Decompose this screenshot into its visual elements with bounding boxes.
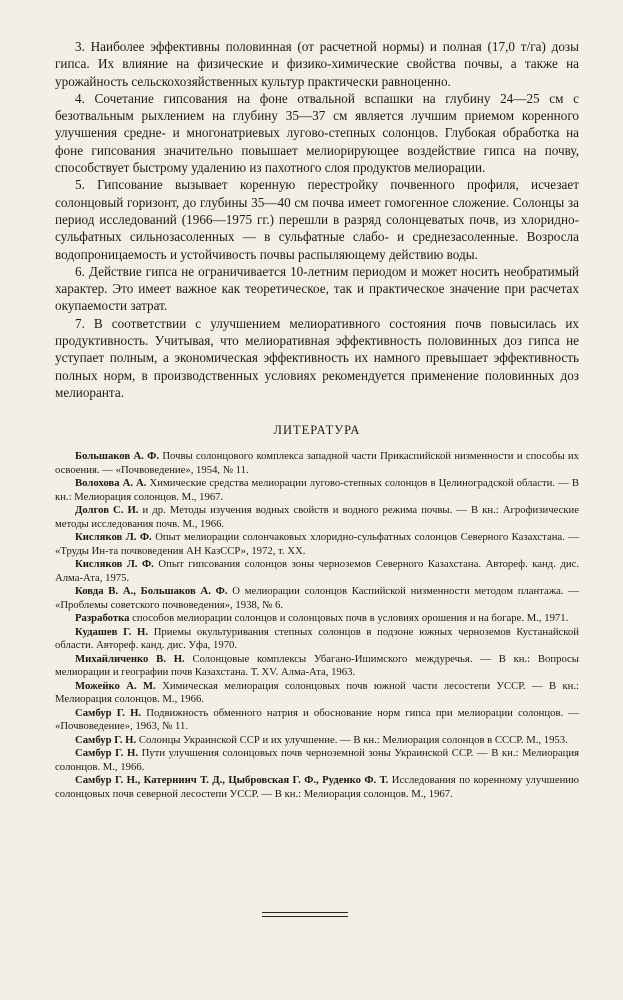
conclusion-paragraph-7: 7. В соответствии с улучшением мелиоративного состояния почв повысилась их продуктивность. Учитывая, что мелиоративная эффективность половинных доз гипса не уступает полным, а экономическая эффективность их намного превышает эффективность полных норм, в производственных условиях рекомендуется применение половинных доз мелиоранта. bbox=[55, 315, 579, 400]
reference-authors: Большаков А. Ф. bbox=[75, 450, 160, 463]
reference-authors: Кисляков Л. Ф. bbox=[75, 531, 152, 544]
reference-item bbox=[55, 747, 579, 774]
reference-item bbox=[55, 450, 579, 477]
reference-text: Химическая мелиорация солонцовых почв южной части лесостепи УССР. — В кн.: Мелиорация солонцов. М., 1966. bbox=[55, 679, 579, 706]
reference-item bbox=[55, 774, 579, 801]
conclusion-paragraph-5: 5. Гипсование вызывает коренную перестройку почвенного профиля, исчезает солонцовый горизонт, до глубины 35—40 см почва имеет гомогенное сложение. Солонцы за период исследований (1966—1975 гг.) перешли в разряд солонцеватых почв, из хлоридно-сульфатных сильнозасоленных — в сульфатные слабо- и среднезасоленные. Возросла водопроницаемость и устойчивость почвы распыляющему действию воды. bbox=[55, 177, 579, 262]
reference-item bbox=[55, 531, 579, 558]
reference-item bbox=[55, 653, 579, 680]
reference-item bbox=[55, 707, 579, 734]
references-list bbox=[55, 450, 579, 801]
reference-authors: Михайличенко В. Н. bbox=[75, 652, 185, 665]
reference-text: Опыт гипсования солонцов зоны черноземов Северного Казахстана. Автореф. канд. дис. Алма-Ата, 1975. bbox=[55, 558, 579, 584]
reference-text: Исследования по коренному улучшению солонцовых почв северной лесостепи УССР. — В кн.: Мелиорация солонцов. М., 1967. bbox=[55, 774, 579, 800]
reference-authors: Можейко А. М. bbox=[75, 679, 156, 692]
reference-authors: Кудашев Г. Н. bbox=[75, 625, 149, 638]
conclusion-paragraph-3: 3. Наиболее эффективны половинная (от расчетной нормы) и полная (17,0 т/га) дозы гипса. Их влияние на физические и физико-химические свойства почвы, а также на урожайность сельскохозяйственных культур практически равноценно. bbox=[55, 39, 579, 89]
reference-item bbox=[55, 585, 579, 612]
conclusion-paragraph-6: 6. Действие гипса не ограничивается 10-летним периодом и может носить необратимый характер. Это имеет важное как теоретическое, так и практическое значение при расчетах окупаемости затрат. bbox=[55, 263, 579, 314]
conclusions-section bbox=[55, 38, 579, 401]
reference-authors: Самбур Г. Н. bbox=[75, 706, 142, 719]
reference-item bbox=[55, 477, 579, 504]
conclusion-paragraph-4: 4. Сочетание гипсования на фоне отвальной вспашки на глубину 24—25 см с безотвальным рыхлением на глубину 35—37 см является лучшим приемом коренного улучшения средне- и многонатриевых лугово-степных солонцов. Глубокая обработка на фоне гипсования значительно повышает мелиорирующее воздействие гипса на почву, способствует быстрому удалению из пахотного слоя продуктов мелиорации. bbox=[55, 90, 579, 176]
reference-authors: Самбур Г. Н. bbox=[75, 733, 137, 746]
end-divider bbox=[262, 912, 348, 917]
reference-text: Солонцовые комплексы Убагано-Ишимского междуречья. — В кн.: Вопросы мелиорации и географии почв Казахстана. Т. XV. Алма-Ата, 1963. bbox=[55, 652, 579, 679]
reference-item bbox=[55, 504, 579, 531]
reference-text: и др. Методы изучения водных свойств и водного режима почвы. — В кн.: Агрофизические методы исследования почв. М., 1966. bbox=[55, 504, 579, 530]
reference-authors: Волохова А. А. bbox=[75, 477, 147, 490]
reference-item bbox=[55, 612, 579, 626]
reference-text: О мелиорации солонцов Каспийской низменности методом плантажа. — «Проблемы советского почвоведения», 1938, № 6. bbox=[55, 585, 579, 611]
reference-authors: Долгов С. И. bbox=[75, 504, 139, 517]
reference-authors: Самбур Г. Н., Катернинч Т. Д., Цыбровская Г. Ф., Руденко Ф. Т. bbox=[75, 774, 389, 787]
reference-text: Подвижность обменного натрия и обоснование норм гипса при мелиорации солонцов. — «Почвоведение», 1963, № 11. bbox=[55, 706, 579, 733]
reference-text: Солонцы Украинской ССР и их улучшение. — В кн.: Мелиорация солонцов в СССР. М., 1953. bbox=[136, 733, 568, 746]
reference-item bbox=[55, 626, 579, 653]
reference-text: способов мелиорации солонцов и солонцовых почв в условиях орошения и на богаре. М., 1971. bbox=[129, 612, 569, 625]
reference-item bbox=[55, 680, 579, 707]
reference-text: Пути улучшения солонцовых почв черноземной зоны Украинской ССР. — В кн.: Мелиорация солонцов. М., 1966. bbox=[55, 747, 579, 773]
reference-authors: Разработка bbox=[75, 612, 130, 625]
reference-authors: Самбур Г. Н. bbox=[75, 747, 138, 760]
reference-text: Почвы солонцового комплекса западной части Прикаспийской низменности и способы их освоения. — «Почвоведение», 1954, № 11. bbox=[55, 450, 579, 476]
references-heading: ЛИТЕРАТУРА bbox=[273, 423, 361, 438]
reference-authors: Кисляков Л. Ф. bbox=[75, 558, 154, 571]
reference-authors: Ковда В. А., Большаков А. Ф. bbox=[75, 585, 228, 598]
reference-item bbox=[55, 734, 579, 748]
reference-item bbox=[55, 558, 579, 585]
reference-text: Опыт мелиорации солончаковых хлоридно-сульфатных солонцов Северного Казахстана. — «Труды Ин-та почвоведения АН КазССР», 1972, т. XX. bbox=[55, 531, 579, 557]
reference-text: Приемы окультуривания степных солонцов в подзоне южных черноземов Кустанайской области. Автореф. канд. дис. Уфа, 1970. bbox=[55, 625, 579, 652]
reference-text: Химические средства мелиорации лугово-степных солонцов в Целиноградской области. — В кн.: Мелиорация солонцов. М., 1967. bbox=[55, 477, 579, 503]
